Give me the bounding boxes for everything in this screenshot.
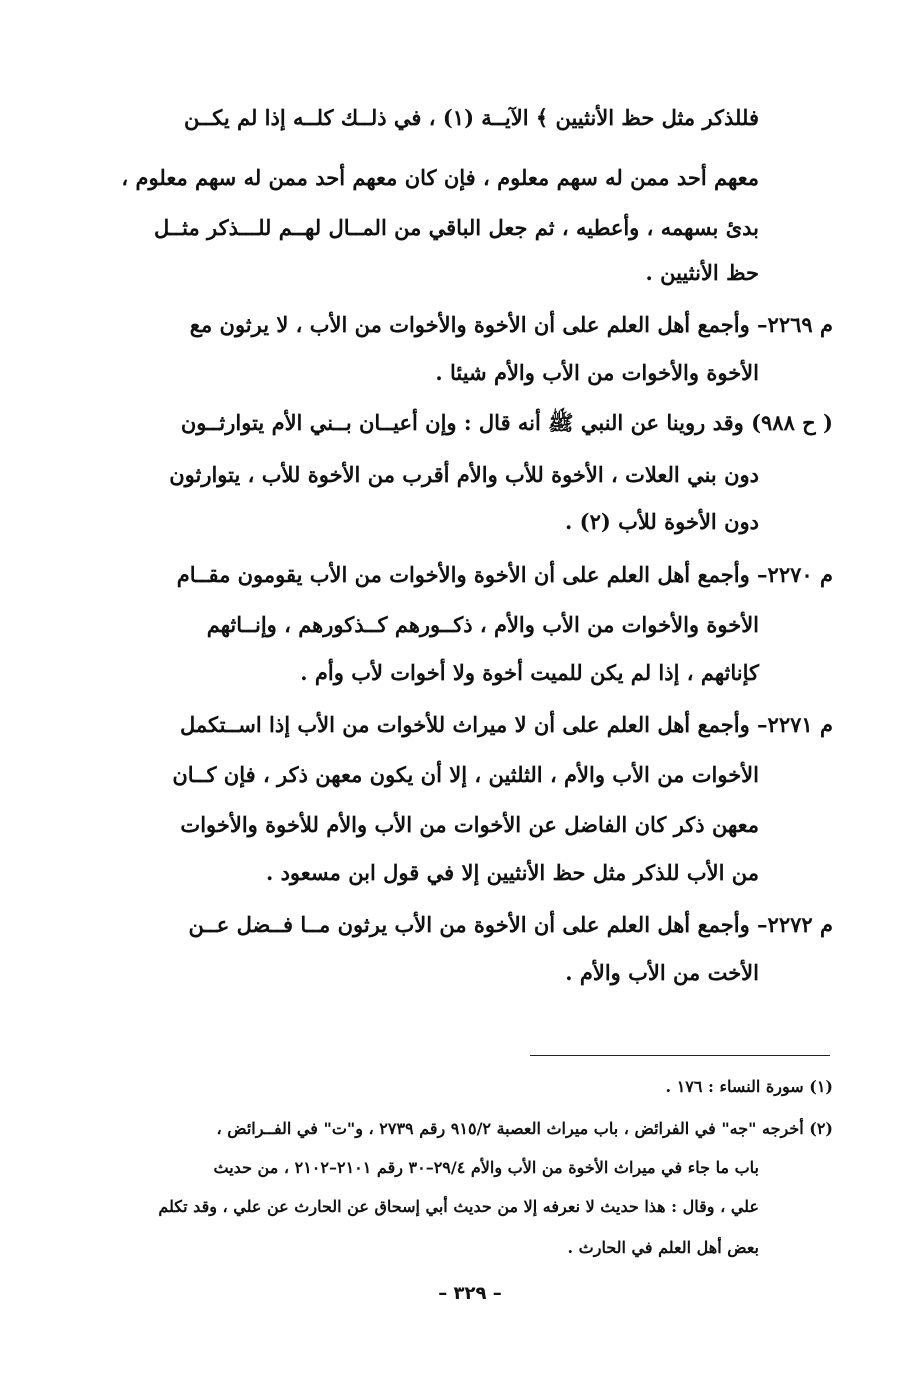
body-line: الأخوات من الأب والأم ، الثلثين ، إلا أن يكون معهن ذكر ، فإن كــان <box>172 762 759 787</box>
hadith-entry-988: ( ح ٩٨٨) وقد روينا عن النبي ﷺ أنه قال : وإن أعيــان بــني الأم يتوارثــون <box>180 410 833 435</box>
footnote-2: (٢) أخرجه "جه" في الفرائض ، باب ميراث العصبة ٩١٥/٢ رقم ٢٧٣٩ ، و"ت" في الفــرائض ، <box>216 1119 833 1138</box>
footnote-1: (١) سورة النساء : ١٧٦ . <box>665 1077 833 1096</box>
ijma-entry-2271: م ٢٢٧١– وأجمع أهل العلم على أن لا ميراث للأخوات من الأب إذا اســتكمل <box>180 712 833 737</box>
body-line: الأخت من الأب والأم . <box>565 960 759 985</box>
ijma-entry-2270: م ٢٢٧٠– وأجمع أهل العلم على أن الأخوة والأخوات من الأب يقومون مقــام <box>176 562 833 587</box>
footnote-line: باب ما جاء في ميراث الأخوة من الأب والأم ٢٩/٤–٣٠ رقم ٢١٠١–٢١٠٢ ، من حديث <box>213 1158 759 1177</box>
footnote-separator <box>530 1055 830 1056</box>
page-number: – ٣٢٩ – <box>438 1283 502 1304</box>
body-line: من الأب للذكر مثل حظ الأنثيين إلا في قول ابن مسعود . <box>265 860 759 885</box>
footnote-line: علي ، وقال : هذا حديث لا نعرفه إلا من حديث أبي إسحاق عن الحارث عن علي ، وقد تكلم <box>158 1197 759 1216</box>
body-line: الأخوة والأخوات من الأب والأم ، ذكــورهم كــذكورهم ، وإنــاثهم <box>206 612 759 637</box>
body-line: بدئ بسهمه ، وأعطيه ، ثم جعل الباقي من المــال لهــم للـــذكر مثــل <box>153 215 759 240</box>
body-line: دون بني العلات ، الأخوة للأب والأم أقرب من الأخوة للأب ، يتوارثون <box>169 462 759 487</box>
body-line: فللذكر مثل حظ الأنثيين ﴾ الآيــة (١) ، في ذلــك كلــه إذا لم يكــن <box>183 105 759 130</box>
body-line: حظ الأنثيين . <box>645 260 759 285</box>
ijma-entry-2269: م ٢٢٦٩– وأجمع أهل العلم على أن الأخوة والأخوات من الأب ، لا يرثون مع <box>189 312 833 337</box>
footnote-line: بعض أهل العلم في الحارث . <box>567 1238 759 1257</box>
ijma-entry-2272: م ٢٢٧٢– وأجمع أهل العلم على أن الأخوة من الأب يرثون مــا فــضل عــن <box>188 912 833 937</box>
body-line: دون الأخوة للأب (٢) . <box>565 509 759 534</box>
body-line: معهم أحد ممن له سهم معلوم ، فإن كان معهم أحد ممن له سهم معلوم ، <box>121 165 759 190</box>
body-line: الأخوة والأخوات من الأب والأم شيئا . <box>435 360 759 385</box>
body-line: معهن ذكر كان الفاضل عن الأخوات من الأب والأم للأخوة والأخوات <box>180 812 759 837</box>
body-line: كإناثهم ، إذا لم يكن للميت أخوة ولا أخوات لأب وأم . <box>300 660 759 685</box>
